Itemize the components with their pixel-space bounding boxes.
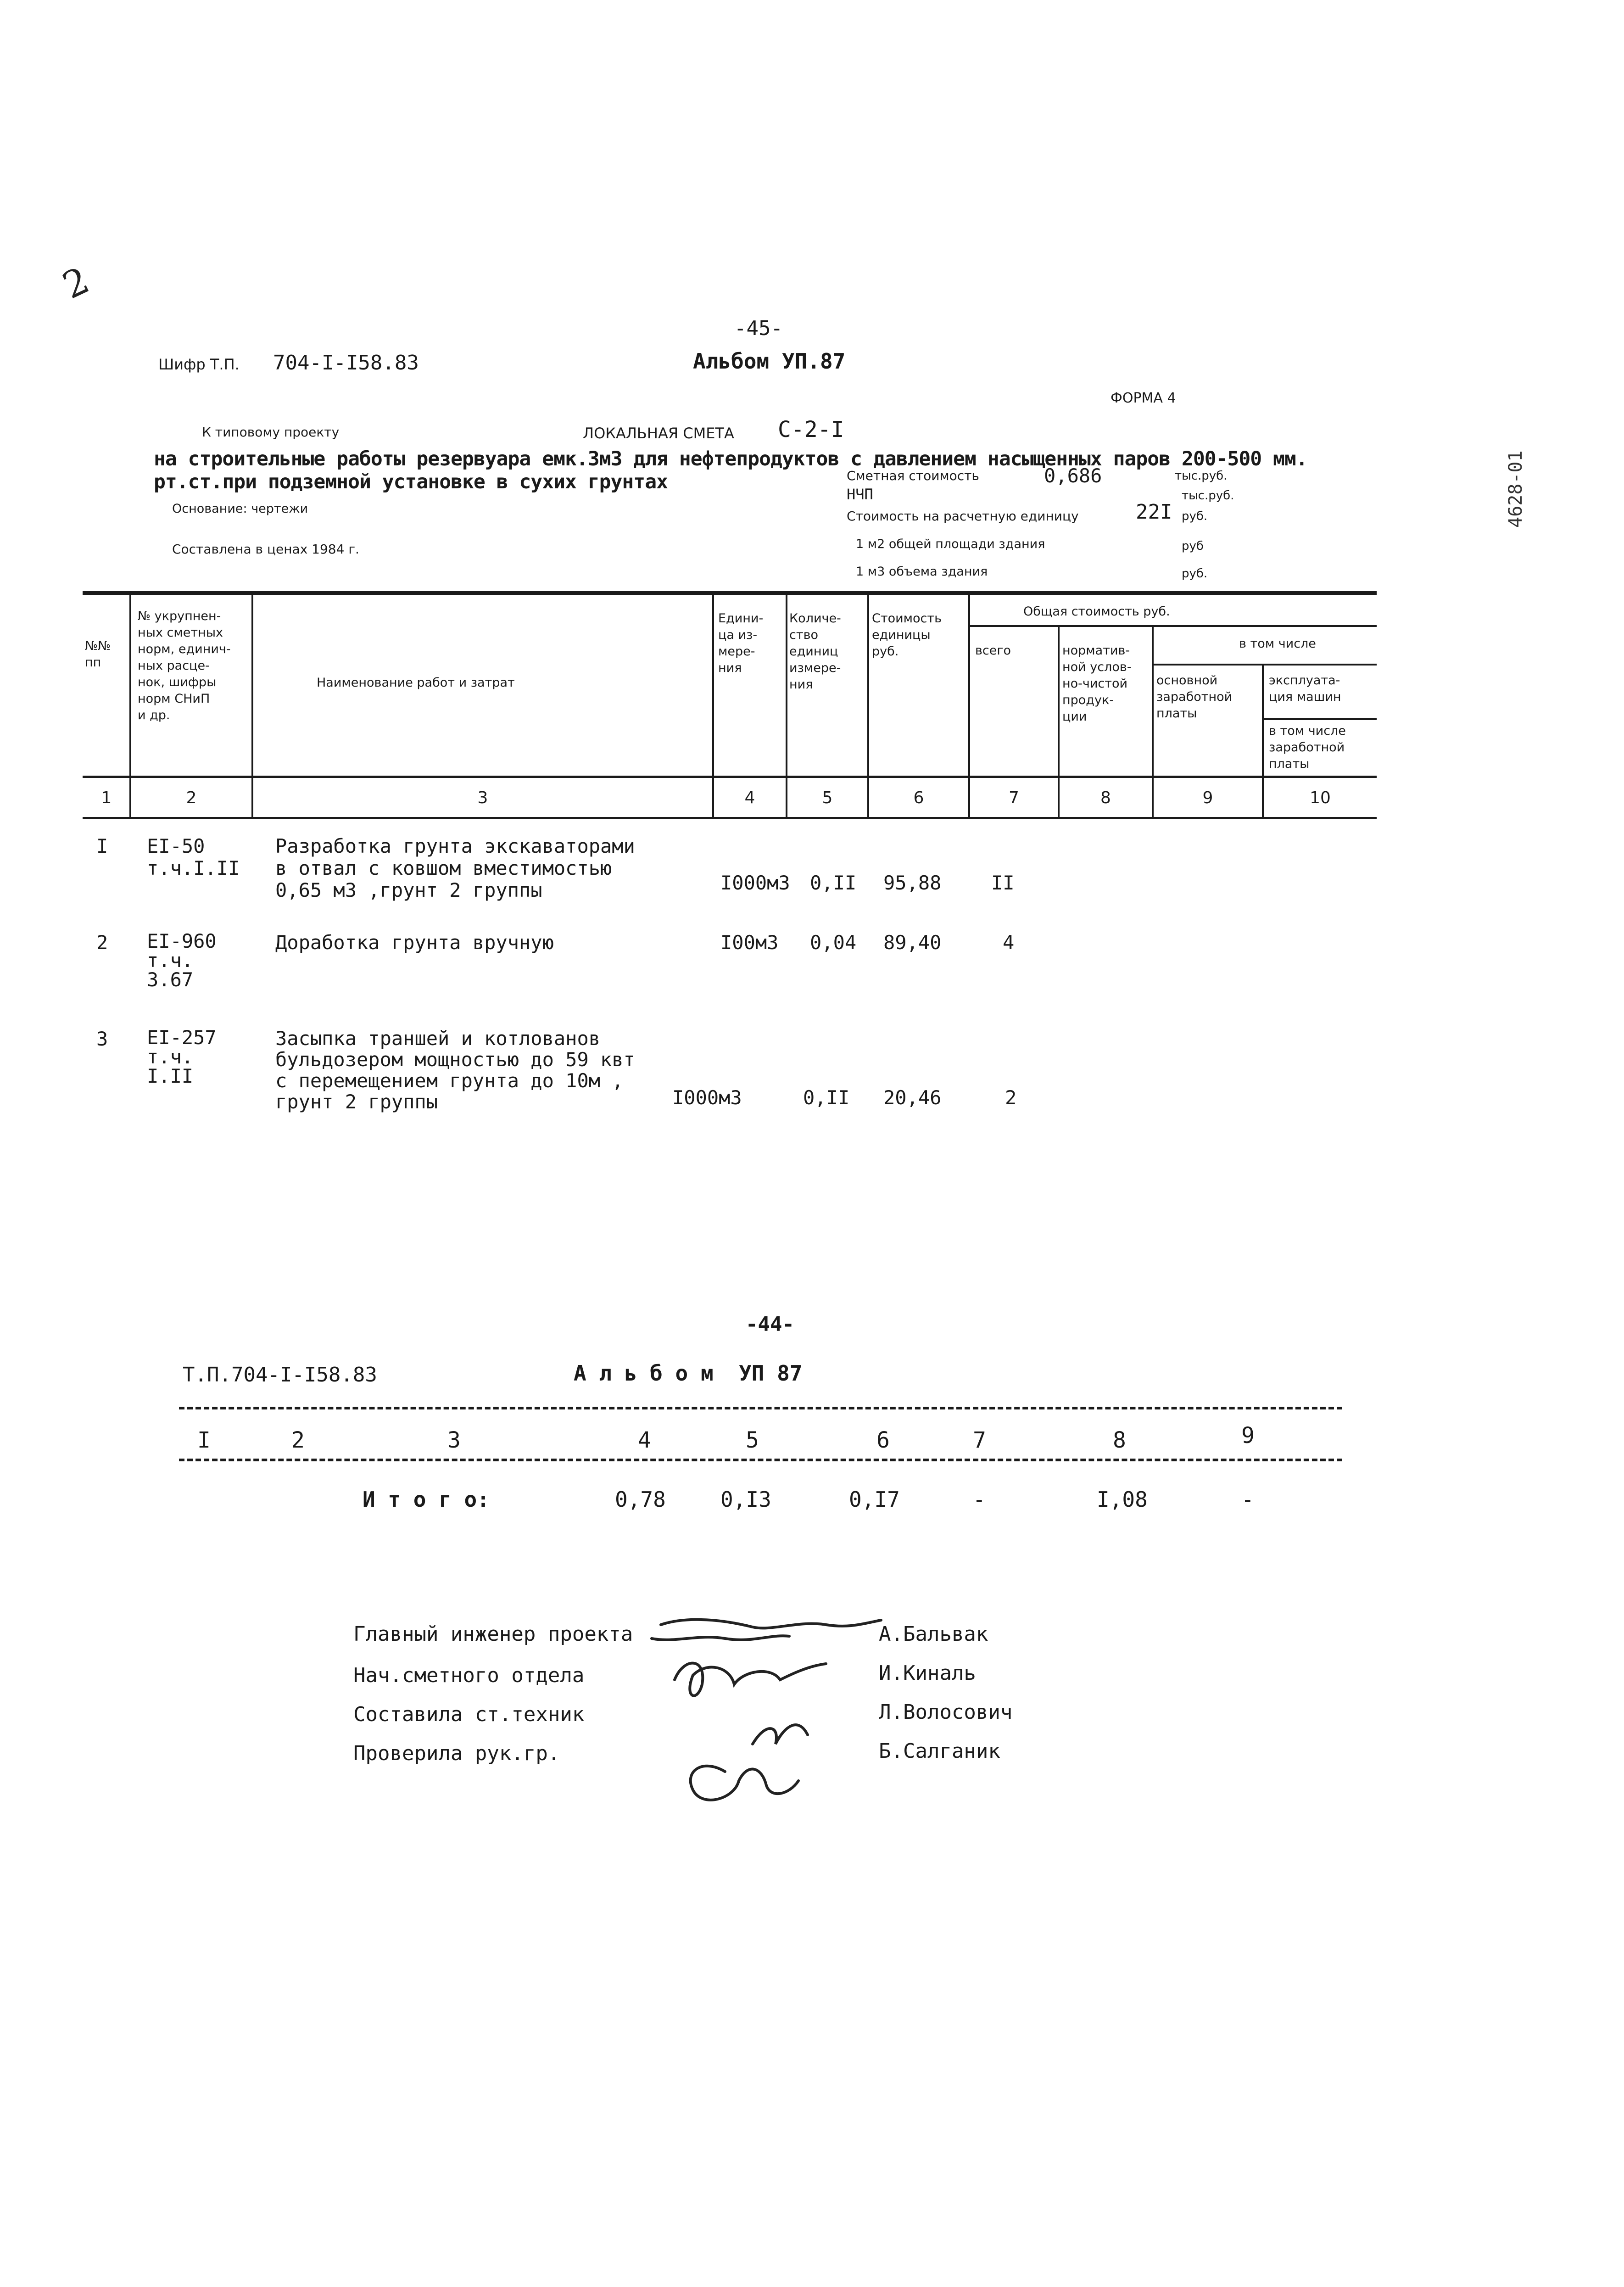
- header-code: № укрупнен- ных сметных норм, единич- ных расце- нок, шифры норм СНиП и др.: [138, 609, 231, 722]
- unit-cost-unit: руб.: [1182, 509, 1208, 523]
- row3-num: 3: [96, 1028, 108, 1050]
- col-num-10: 10: [1310, 788, 1331, 807]
- row1-qty: 0,II: [810, 872, 857, 894]
- signature-name-3: Л.Волосович: [879, 1700, 1013, 1724]
- signature-role-2: Нач.сметного отдела: [353, 1664, 585, 1687]
- machines-sub-line: [1262, 718, 1377, 720]
- header-num: №№ пп: [85, 639, 111, 670]
- signature-stroke-5: [753, 1725, 808, 1744]
- totals-v2: 0,I3: [720, 1487, 771, 1512]
- row1-num: I: [96, 835, 108, 857]
- row2-total: 4: [1003, 931, 1015, 954]
- signature-stroke-3: [675, 1663, 826, 1696]
- m2-label: 1 м2 общей площади здания: [856, 537, 1045, 551]
- tp-bottom: Т.П.704-I-I58.83: [183, 1363, 377, 1387]
- row3-total: 2: [1005, 1086, 1017, 1109]
- signature-stroke-2: [652, 1636, 789, 1640]
- totals-v3: 0,I7: [849, 1487, 900, 1512]
- header-base-salary: основной заработной платы: [1156, 673, 1233, 721]
- bottom-col-1: I: [197, 1427, 211, 1453]
- col-num-7: 7: [1009, 788, 1019, 807]
- bottom-col-8: 8: [1113, 1427, 1126, 1453]
- form-label: ФОРМА 4: [1111, 390, 1176, 406]
- table-colnum-bottom: [83, 817, 1377, 819]
- row2-code: EI-960 т.ч. 3.67: [147, 930, 217, 991]
- totals-v4: -: [973, 1487, 986, 1512]
- bottom-col-9: 9: [1241, 1423, 1255, 1448]
- bottom-col-4: 4: [638, 1427, 651, 1453]
- basis-label: Основание: чертежи: [172, 502, 308, 516]
- archive-number: 4628-01: [1505, 450, 1526, 528]
- row3-unit: I000м3: [672, 1086, 742, 1109]
- bottom-col-2: 2: [291, 1427, 305, 1453]
- dashed-line-2: [179, 1459, 1342, 1461]
- header-price: Стоимость единицы руб.: [872, 611, 942, 659]
- col-num-9: 9: [1202, 788, 1213, 807]
- to-project-label: К типовому проекту: [202, 425, 340, 440]
- signature-role-4: Проверила рук.гр.: [353, 1742, 560, 1765]
- row3-qty: 0,II: [803, 1086, 850, 1109]
- row2-num: 2: [96, 931, 108, 954]
- page-number-top: -45-: [734, 317, 783, 340]
- signature-name-2: И.Киналь: [879, 1661, 976, 1685]
- col-num-6: 6: [913, 788, 924, 807]
- album-title-top: Альбом УП.87: [693, 349, 846, 374]
- estimated-cost-label: Сметная стоимость: [847, 468, 979, 483]
- smeta-number: С-2-I: [778, 417, 844, 442]
- row2-price: 89,40: [883, 931, 942, 954]
- row3-name: Засыпка траншей и котлованов бульдозером мощностью до 59 квт с перемещением грунта до 10м , грунт 2 группы: [275, 1027, 635, 1113]
- work-description-line1: на строительные работы резервуара емк.3м3 для нефтепродуктов с давлением насыщенных паров 200-500 мм.: [154, 447, 1307, 470]
- table-top-border: [83, 591, 1377, 595]
- shifr-label: Шифр Т.П.: [158, 356, 240, 373]
- album-bottom: А л ь б о м УП 87: [574, 1361, 803, 1386]
- total-group-line: [968, 625, 1377, 627]
- header-nuchp: норматив- ной услов- но-чистой продук- ции: [1062, 643, 1132, 724]
- col-num-1: 1: [101, 788, 112, 807]
- row2-qty: 0,04: [810, 931, 857, 954]
- shifr-value: 704-I-I58.83: [273, 351, 419, 375]
- page-number-bottom: -44-: [746, 1313, 794, 1336]
- row1-total: II: [991, 872, 1015, 894]
- row1-name: Разработка грунта экскаваторами в отвал с ковшом вместимостью 0,65 м3 ,грунт 2 группы: [275, 835, 635, 901]
- row3-code: EI-257 т.ч. I.II: [147, 1026, 217, 1087]
- unit-cost-label: Стоимость на расчетную единицу: [847, 509, 1079, 524]
- estimated-cost-value: 0,686: [1044, 464, 1102, 487]
- table-header-bottom: [83, 776, 1377, 778]
- row2-unit: I00м3: [720, 931, 779, 954]
- signature-name-4: Б.Салганик: [879, 1739, 1000, 1763]
- header-unit: Едини- ца из- мере- ния: [718, 611, 764, 675]
- header-total-group: Общая стоимость руб.: [1023, 604, 1170, 619]
- header-qty: Количе- ство единиц измере- ния: [789, 611, 841, 692]
- totals-v1: 0,78: [615, 1487, 666, 1512]
- col-num-5: 5: [822, 788, 833, 807]
- m3-unit: руб.: [1182, 567, 1208, 581]
- signature-role-3: Составила ст.техник: [353, 1703, 585, 1726]
- totals-label: И т о г о:: [363, 1487, 490, 1512]
- row1-price: 95,88: [883, 872, 942, 894]
- header-machines-salary: в том числе заработной платы: [1269, 724, 1346, 771]
- row3-price: 20,46: [883, 1086, 942, 1109]
- signature-stroke-4: [691, 1766, 798, 1800]
- col-num-8: 8: [1100, 788, 1111, 807]
- header-name: Наименование работ и затрат: [317, 676, 515, 690]
- handwritten-mark: 2: [56, 258, 96, 308]
- estimated-cost-unit: тыс.руб.: [1175, 469, 1228, 483]
- bottom-col-6: 6: [876, 1427, 890, 1453]
- signature-role-1: Главный инженер проекта: [353, 1622, 633, 1646]
- bottom-col-7: 7: [973, 1427, 986, 1453]
- nchp-label: НЧП: [847, 486, 873, 503]
- m2-unit: руб: [1182, 539, 1204, 553]
- col-num-2: 2: [186, 788, 197, 807]
- header-total: всего: [975, 643, 1011, 658]
- totals-v5: I,08: [1097, 1487, 1148, 1512]
- bottom-col-5: 5: [746, 1427, 759, 1453]
- header-machines: эксплуата- ция машин: [1269, 673, 1341, 704]
- handwritten-signatures: [633, 1606, 890, 1817]
- smeta-title: ЛОКАЛЬНАЯ СМЕТА: [583, 425, 734, 442]
- row1-code: EI-50 т.ч.I.II: [147, 835, 240, 879]
- col-num-3: 3: [477, 788, 488, 807]
- work-description-line2: рт.ст.при подземной установке в сухих грунтах: [154, 470, 668, 493]
- totals-v6: -: [1241, 1487, 1254, 1512]
- prices-label: Составлена в ценах 1984 г.: [172, 542, 359, 557]
- incl-group-line: [1152, 664, 1377, 665]
- header-incl-group: в том числе: [1239, 637, 1316, 651]
- row1-unit: I000м3: [720, 872, 790, 894]
- dashed-line-1: [179, 1407, 1342, 1409]
- m3-label: 1 м3 объема здания: [856, 565, 988, 579]
- col-num-4: 4: [744, 788, 755, 807]
- signature-stroke-1: [661, 1620, 881, 1628]
- unit-cost-value: 22I: [1136, 500, 1172, 524]
- bottom-col-3: 3: [447, 1427, 461, 1453]
- nchp-unit: тыс.руб.: [1182, 489, 1234, 503]
- signature-name-1: А.Бальвак: [879, 1622, 988, 1646]
- row2-name: Доработка грунта вручную: [275, 931, 554, 954]
